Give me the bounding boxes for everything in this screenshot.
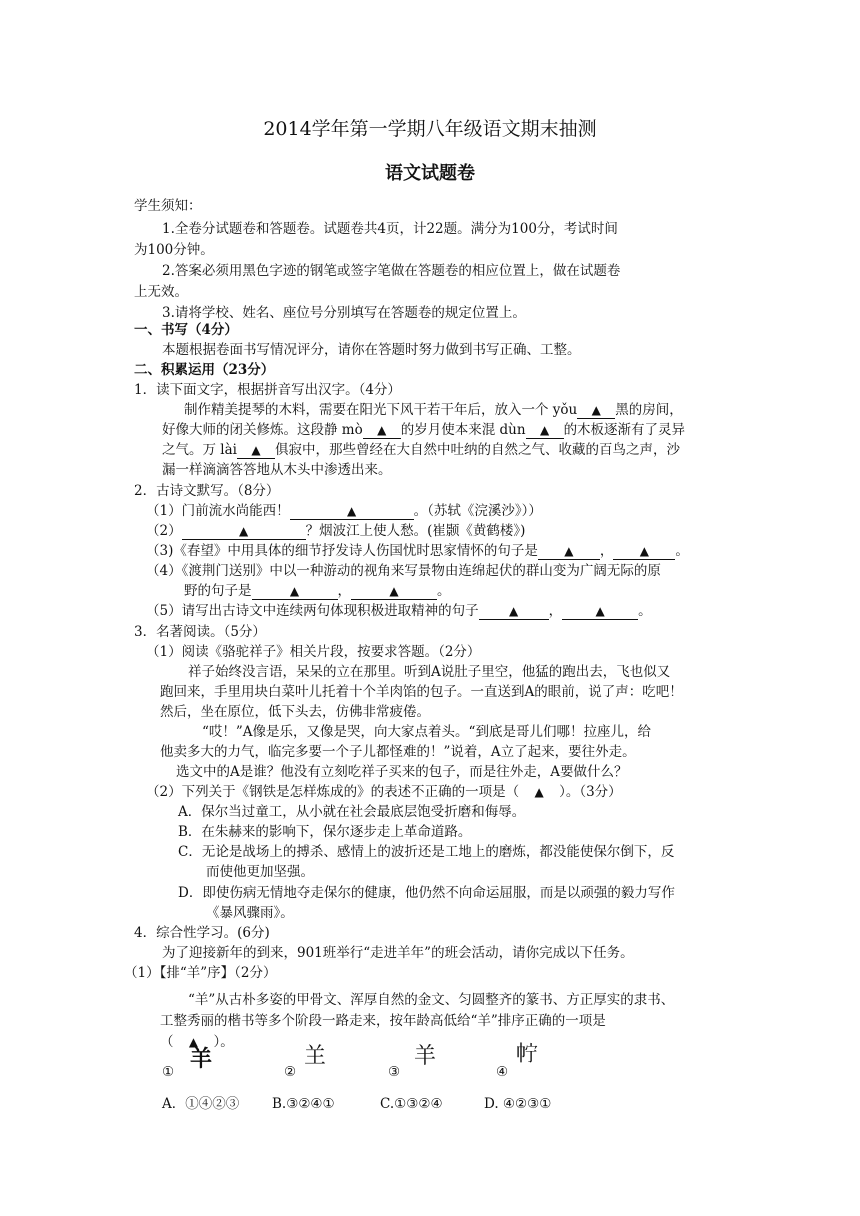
q2-item-5: （5）请写出古诗文中连续两句体现积极进取精神的句子 ▲ ， ▲ 。 <box>146 603 652 619</box>
q1-stem: 1．读下面文字，根据拼音写出汉字。（4分） <box>134 382 401 398</box>
q2-stem: 2．古诗文默写。（8分） <box>134 483 280 499</box>
notice-line-2a: 2.答案必须用黑色字迹的钢笔或签字笔做在答题卷的相应位置上，做在试题卷 <box>162 263 621 279</box>
q3-passage-5: 他卖多大的力气，临完多要一个子儿都怪难的！”说着，A立了起来，要往外走。 <box>160 744 636 760</box>
q1-line-b: 好像大师的闭关修炼。这段静 mò ▲ 的岁月使本来混 dùn ▲ 的木板逐渐有了灵异 <box>162 422 686 438</box>
answer-blank[interactable]: ▲ <box>577 402 615 419</box>
choice-b: B.③②④① <box>272 1096 335 1112</box>
q2-item-1: （1）门前流水尚能西！ ▲ 。（苏轼《浣溪沙》）） <box>146 503 542 519</box>
option-b: B．在朱赫来的影响下，保尔逐步走上革命道路。 <box>178 824 472 840</box>
answer-blank[interactable]: ▲ <box>613 543 675 560</box>
answer-blank[interactable]: ▲ <box>538 543 600 560</box>
answer-blank[interactable]: ▲ <box>479 603 549 620</box>
q2-item-4b: 野的句子是 ▲ ， ▲ 。 <box>184 583 451 599</box>
glyph-4-number: ④ <box>496 1064 509 1080</box>
option-d-2: 《暴风骤雨》。 <box>206 905 294 921</box>
q3-passage-3: 然后，坐在原位，低下头去，仿佛非常疲倦。 <box>160 704 430 720</box>
q3-question: 选文中的A是谁？他没有立刻吃祥子买来的包子，而是往外走，A要做什么？ <box>176 764 628 780</box>
q1-line-c: 之气。万 lài ▲ 俱寂中，那些曾经在大自然中吐纳的自然之气、收藏的百鸟之声，沙 <box>162 442 680 458</box>
exam-subtitle: 语文试题卷 <box>385 163 475 184</box>
choice-c: C.①③②④ <box>380 1096 443 1112</box>
exam-title: 2014学年第一学期八年级语文期末抽测 <box>263 118 597 140</box>
option-c-1: C．无论是战场上的搏杀、感情上的波折还是工地上的磨炼，都没能使保尔倒下，反 <box>178 844 675 860</box>
q4-passage-2: 工整秀丽的楷书等多个阶段一路走来，按年龄高低给“羊”排序正确的一项是 <box>160 1013 606 1029</box>
q4-passage-3: （ ▲ ）。 <box>160 1034 234 1050</box>
answer-blank[interactable]: ▲ <box>252 583 338 600</box>
notice-line-2b: 上无效。 <box>134 284 188 300</box>
q1-line-a: 制作精美提琴的木料，需要在阳光下风干若干年后，放入一个 yǒu ▲ 黑的房间， <box>184 402 683 418</box>
q3-passage-1: 祥子始终没言语，呆呆的立在那里。听到A说肚子里空，他猛的跑出去，飞也似又 <box>188 664 671 680</box>
glyph-2-number: ② <box>284 1064 297 1080</box>
q2-item-2: （2） ▲ ？烟波江上使人愁。(崔颢《黄鹤楼》) <box>146 523 526 539</box>
answer-blank[interactable]: ▲ <box>182 523 306 540</box>
glyph-4-seal: 𢁼 <box>516 1042 539 1067</box>
section-1-body: 本题根据卷面书写情况评分，请你在答题时努力做到书写正确、工整。 <box>162 342 581 358</box>
q3-passage-2: 跑回来，手里用块白菜叶儿托着十个羊肉馅的包子。一直送到A的眼前，说了声：吃吧！ <box>160 684 683 700</box>
q3-passage-4: “哎！”A像是乐，又像是哭，向大家点着头。“到底是哥儿们哪！拉座儿，给 <box>202 724 651 740</box>
glyph-2-seal: 𦍌 <box>304 1044 327 1069</box>
answer-blank[interactable]: ▲ <box>290 503 414 520</box>
glyph-3-seal: 羊 <box>414 1044 437 1069</box>
option-d-1: D．即使伤病无情地夺走保尔的健康，他仍然不向命运屈服，而是以顽强的毅力写作 <box>178 885 675 901</box>
section-2-heading: 二、积累运用（23分） <box>134 362 275 378</box>
q4-intro: 为了迎接新年的到来，901班举行“走进羊年”的班会活动，请你完成以下任务。 <box>162 945 634 961</box>
answer-marker[interactable]: ▲ <box>188 1035 199 1049</box>
q4-stem: 4．综合性学习。(6分) <box>134 925 270 941</box>
notice-line-3: 3.请将学校、姓名、座位号分别填写在答题卷的规定位置上。 <box>162 305 526 321</box>
q3-sub-2: （2）下列关于《钢铁是怎样炼成的》的表述不正确的一项是（ ▲ ）。（3分） <box>146 784 622 800</box>
answer-blank[interactable]: ▲ <box>526 422 564 439</box>
notice-heading: 学生须知： <box>134 198 202 214</box>
answer-blank[interactable]: ▲ <box>351 583 437 600</box>
choice-a: A．①④②③ <box>162 1096 240 1112</box>
glyph-3-number: ③ <box>388 1064 401 1080</box>
answer-marker[interactable]: ▲ <box>534 785 544 799</box>
q4-task-1: （1）【排“羊”序】（2分） <box>124 965 277 981</box>
answer-blank[interactable]: ▲ <box>363 422 401 439</box>
q3-sub-1: （1）阅读《骆驼祥子》相关片段，按要求答题。（2分） <box>146 644 481 660</box>
notice-line-1b: 为100分钟。 <box>134 242 214 258</box>
glyph-1-seal: 羊 <box>190 1046 213 1072</box>
q4-passage-1: “羊”从古朴多姿的甲骨文、浑厚自然的金文、匀圆整齐的篆书、方正厚实的隶书、 <box>188 992 675 1008</box>
q1-line-d: 漏一样滴滴答答地从木头中渗透出来。 <box>162 462 392 478</box>
choice-d: D. ④②③① <box>484 1096 552 1112</box>
q2-item-3: （3)《春望》中用具体的细节抒发诗人伤国忧时思家情怀的句子是 ▲ ， ▲ 。 <box>146 543 689 559</box>
section-1-heading: 一、书写（4分） <box>134 322 238 338</box>
glyph-1-number: ① <box>162 1064 175 1080</box>
answer-blank[interactable]: ▲ <box>562 603 638 620</box>
q3-stem: 3．名著阅读。（5分） <box>134 624 266 640</box>
q2-item-4a: （4）《渡荆门送别》中以一种游动的视角来写景物由连绵起伏的群山变为广阔无际的原 <box>146 563 661 579</box>
option-a: A．保尔当过童工，从小就在社会最底层饱受折磨和侮辱。 <box>178 804 526 820</box>
notice-line-1a: 1.全卷分试题卷和答题卷。试题卷共4页，计22题。满分为100分，考试时间 <box>162 221 618 237</box>
option-c-2: 而使他更加坚强。 <box>206 864 314 880</box>
answer-blank[interactable]: ▲ <box>237 442 275 459</box>
